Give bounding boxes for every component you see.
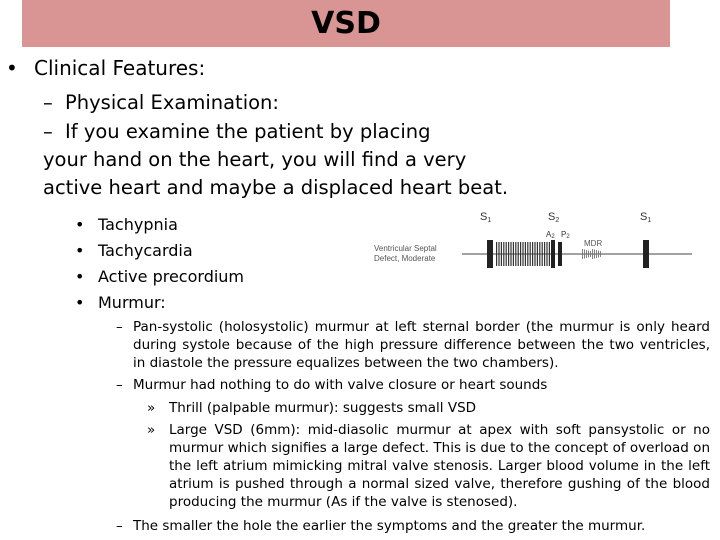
note-large-vsd-text: Large VSD (6mm): mid-diasolic murmur at apex with soft pansystolic or no murmur which signifies a large defect. This is due to the concept of overload on the left atrium mimicking mitral valve stenosis. Larger blood volume in the left atrium is pushed through a normal sized valve, therefore gushing of the blood producing the murmur (As if the valve is stenosed). xyxy=(169,422,710,510)
sub-bullet-exam xyxy=(43,89,279,117)
note-smaller-hole: – The smaller the hole the earlier the symptoms and the greater the murmur. xyxy=(116,517,710,535)
murmur-bar xyxy=(506,242,507,266)
main-bullet xyxy=(6,55,205,81)
list-item: • Tachycardia xyxy=(75,241,193,260)
dash-marker: – xyxy=(43,120,53,143)
systolic-murmur xyxy=(496,242,550,266)
murmur-bar xyxy=(522,242,523,266)
list-item: • Tachypnia xyxy=(75,215,178,234)
sub-bullet-palpation-line1: If you examine the patient by placing xyxy=(65,120,431,143)
sign-text: Murmur: xyxy=(98,293,166,312)
murmur-bar xyxy=(530,242,531,266)
murmur-bar xyxy=(544,242,545,266)
s1b-label: S1 xyxy=(640,211,652,224)
rumble-bar xyxy=(594,250,595,259)
title-bar xyxy=(22,0,670,47)
dash-marker: – xyxy=(43,91,53,114)
murmur-bar xyxy=(501,242,502,266)
murmur-bar xyxy=(539,242,540,266)
rumble-bar xyxy=(592,249,593,259)
rumble-bar xyxy=(596,250,597,258)
s1-label: S1 xyxy=(480,211,492,224)
s1b-sound-mark xyxy=(643,240,649,268)
murmur-bar xyxy=(498,242,499,266)
bullet-dot: • xyxy=(6,56,18,80)
a2-label: A2 xyxy=(546,230,555,240)
mdr-label: MDR xyxy=(584,239,603,248)
murmur-bar xyxy=(546,242,547,266)
murmur-bar xyxy=(520,242,521,266)
diagram-label-line1: Ventricular Septal xyxy=(374,244,437,253)
rumble-bar xyxy=(600,251,601,257)
note-thrill-text: Thrill (palpable murmur): suggests small VSD xyxy=(169,400,477,416)
sign-text: Active precordium xyxy=(98,267,245,286)
note-large-vsd: » Large VSD (6mm): mid-diasolic murmur at apex with soft pansystolic or no murmur which signifies a large defect. This is due to the concept of overload on the left atrium mimicking mitral valve stenosis. Larger blood volume in the left atrium is pushed through a normal sized valve, therefore gushing of the blood producing the murmur (As if the valve is stenosed). xyxy=(147,422,710,510)
list-item: • Active precordium xyxy=(75,267,245,286)
main-bullet-text: Clinical Features: xyxy=(34,56,206,80)
a2-sound-mark xyxy=(551,240,555,268)
p2-sound-mark xyxy=(558,242,562,266)
list-item: • Murmur: xyxy=(75,293,166,312)
slide-title: VSD xyxy=(311,6,381,41)
sub-bullet-palpation-line2: your hand on the heart, you will find a very xyxy=(43,148,467,171)
murmur-bar xyxy=(527,242,528,266)
murmur-bar xyxy=(510,242,511,266)
murmur-bar xyxy=(537,242,538,266)
sub-bullet-palpation xyxy=(43,118,508,202)
murmur-bar xyxy=(496,242,497,266)
sign-text: Tachypnia xyxy=(98,215,178,234)
note-pansystolic: – Pan-systolic (holosystolic) murmur at left sternal border (the murmur is only heard during systole because of the high pressure difference between the two ventricles, in diastole the pressure equalizes between the two chambers). xyxy=(116,319,710,371)
murmur-bar xyxy=(532,242,533,266)
murmur-bar xyxy=(542,242,543,266)
rumble-bar xyxy=(588,251,589,258)
murmur-bar xyxy=(525,242,526,266)
p2-label: P2 xyxy=(561,230,570,240)
note-valve: – Murmur had nothing to do with valve closure or heart sounds xyxy=(116,376,710,394)
sub-bullet-palpation-line3: active heart and maybe a displaced heart beat. xyxy=(43,176,509,199)
phonocardiogram-diagram xyxy=(370,206,700,278)
rumble-bar xyxy=(598,251,599,258)
murmur-bar xyxy=(515,242,516,266)
murmur-bar xyxy=(518,242,519,266)
murmur-bar xyxy=(549,242,550,266)
note-smaller-hole-text: The smaller the hole the earlier the symptoms and the greater the murmur. xyxy=(133,518,646,534)
note-thrill: » Thrill (palpable murmur): suggests small VSD xyxy=(147,399,710,417)
murmur-bar xyxy=(513,242,514,266)
murmur-bar xyxy=(534,242,535,266)
diagram-label-line2: Defect, Moderate xyxy=(374,254,436,263)
s1-sound-mark xyxy=(487,240,493,268)
rumble-bar xyxy=(582,249,583,259)
signs-list xyxy=(75,212,244,316)
rumble-bar xyxy=(586,250,587,258)
murmur-bar xyxy=(508,242,509,266)
murmur-bar xyxy=(503,242,504,266)
rumble-bar xyxy=(584,250,585,259)
note-pansystolic-text: Pan-systolic (holosystolic) murmur at left sternal border (the murmur is only heard during systole because of the high pressure difference between the two ventricles, in diastole the pressure equalizes between the two chambers). xyxy=(133,319,710,371)
s2-label: S2 xyxy=(548,211,560,224)
sign-text: Tachycardia xyxy=(98,241,193,260)
sub-bullet-exam-text: Physical Examination: xyxy=(65,91,279,114)
note-valve-text: Murmur had nothing to do with valve closure or heart sounds xyxy=(133,377,548,393)
rumble-bar xyxy=(590,251,591,257)
